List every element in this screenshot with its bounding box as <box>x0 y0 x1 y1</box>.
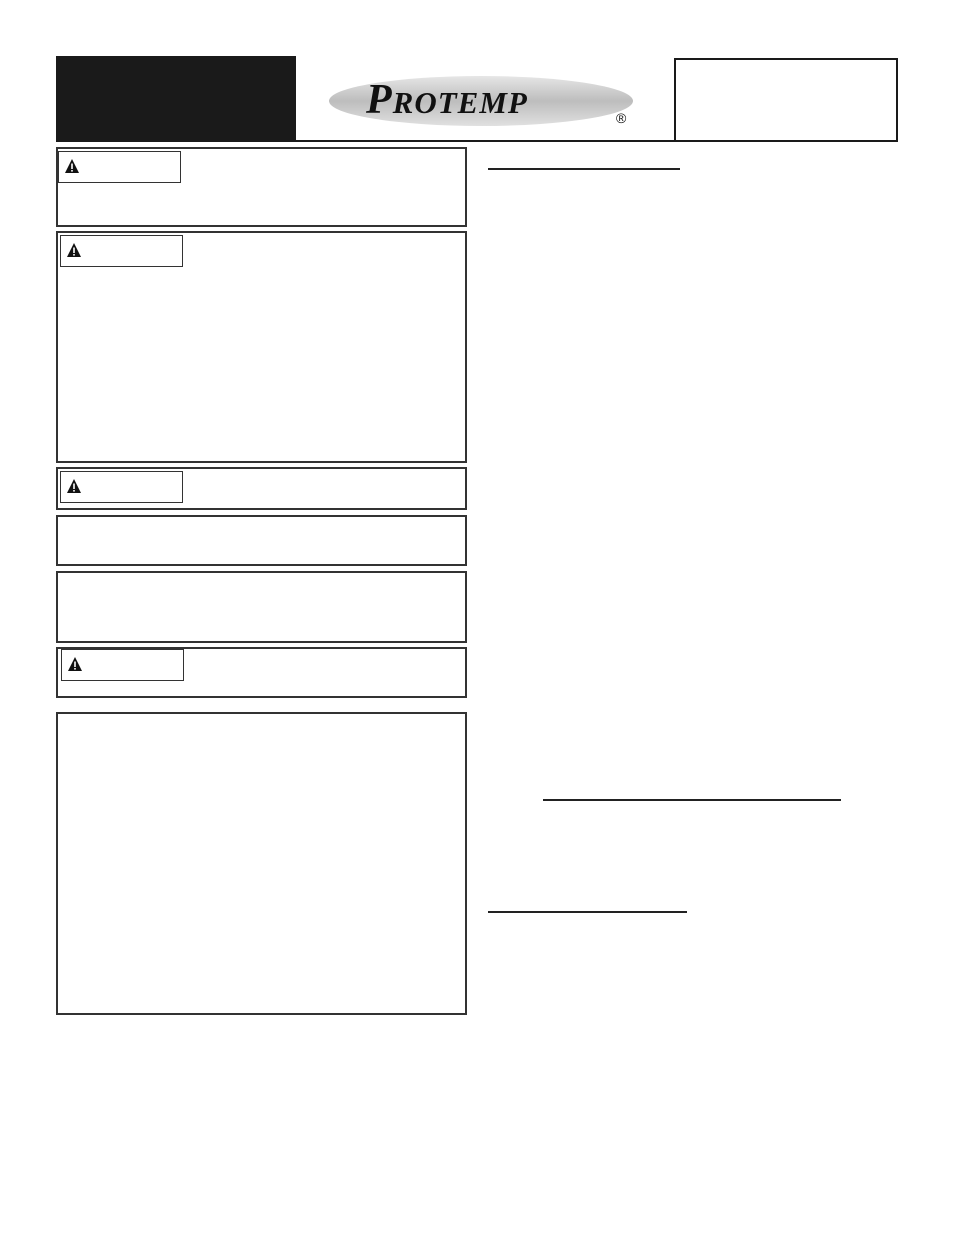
registered-mark: ® <box>616 110 627 126</box>
warning-triangle-icon <box>66 242 82 258</box>
header-rule <box>56 140 898 142</box>
section-heading-underline-3 <box>488 911 687 913</box>
warning-box-3 <box>56 467 467 510</box>
warning-label-tag <box>60 471 183 503</box>
notice-box-1 <box>56 515 467 566</box>
header-black-block <box>56 56 296 140</box>
header-model-box <box>674 58 898 142</box>
warning-triangle-icon <box>66 478 82 494</box>
warning-box-2 <box>56 231 467 463</box>
warning-box-4 <box>56 647 467 698</box>
warning-triangle-icon <box>64 158 80 174</box>
warning-label-tag <box>58 151 181 183</box>
section-heading-underline-2 <box>543 799 841 801</box>
section-heading-underline-1 <box>488 168 680 170</box>
warning-label-tag <box>61 649 184 681</box>
large-info-box <box>56 712 467 1015</box>
warning-label-tag <box>60 235 183 267</box>
notice-box-2 <box>56 571 467 643</box>
warning-box-1 <box>56 147 467 227</box>
warning-triangle-icon <box>67 656 83 672</box>
protemp-logo <box>326 72 636 130</box>
logo-wordmark: PROTEMP <box>366 77 528 123</box>
